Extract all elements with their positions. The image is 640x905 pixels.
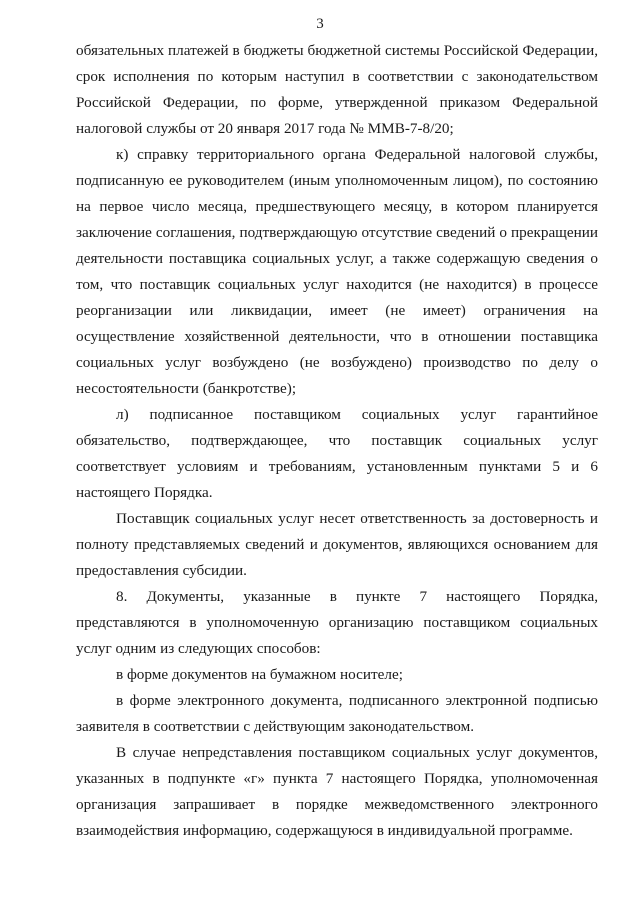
paragraph-electronic-form: в форме электронного документа, подписанного электронной подписью заявителя в соответствии с действующим законодательством. bbox=[76, 692, 598, 735]
paragraph-non-submission: В случае непредставления поставщиком социальных услуг документов, указанных в подпункте «г» пункта 7 настоящего Порядка, уполномоченная организация запрашивает в порядке межведомственного электронного взаимодействия информацию, содержащуюся в индивидуальной программе. bbox=[76, 744, 598, 839]
paragraph-item-l: л) подписанное поставщиком социальных услуг гарантийное обязательство, подтверждающее, что поставщик социальных услуг соответствует условиям и требованиям, установленным пунктами 5 и 6 настоящего Порядка. bbox=[76, 406, 598, 501]
page-number: 3 bbox=[316, 16, 324, 32]
paragraph-responsibility: Поставщик социальных услуг несет ответственность за достоверность и полноту представляемых сведений и документов, являющихся основанием для предоставления субсидии. bbox=[76, 510, 598, 579]
paragraph-point-8: 8. Документы, указанные в пункте 7 настоящего Порядка, представляются в уполномоченную организацию поставщиком социальных услуг одним из следующих способов: bbox=[76, 588, 598, 657]
paragraph-item-k: к) справку территориального органа Федеральной налоговой службы, подписанную ее руководителем (иным уполномоченным лицом), по состоянию на первое число месяца, предшествующего месяцу, в котором планируется заключение соглашения, подтверждающую отсутствие сведений о прекращении деятельности поставщика социальных услуг, а также содержащую сведения о том, что поставщик социальных услуг находится (не находится) в процессе реорганизации или ликвидации, имеет (не имеет) ограничения на осуществление хозяйственной деятельности, что в отношении поставщика социальных услуг возбуждено (не возбуждено) производство по делу о несостоятельности (банкротстве); bbox=[76, 146, 598, 397]
paragraph-continuation: обязательных платежей в бюджеты бюджетной системы Российской Федерации, срок исполнения по которым наступил в соответствии с законодательством Российской Федерации, по форме, утвержденной приказом Федеральной налоговой службы от 20 января 2017 года № ММВ-7-8/20; bbox=[76, 42, 598, 137]
document-body bbox=[76, 38, 598, 844]
paragraph-paper-form: в форме документов на бумажном носителе; bbox=[116, 666, 403, 683]
